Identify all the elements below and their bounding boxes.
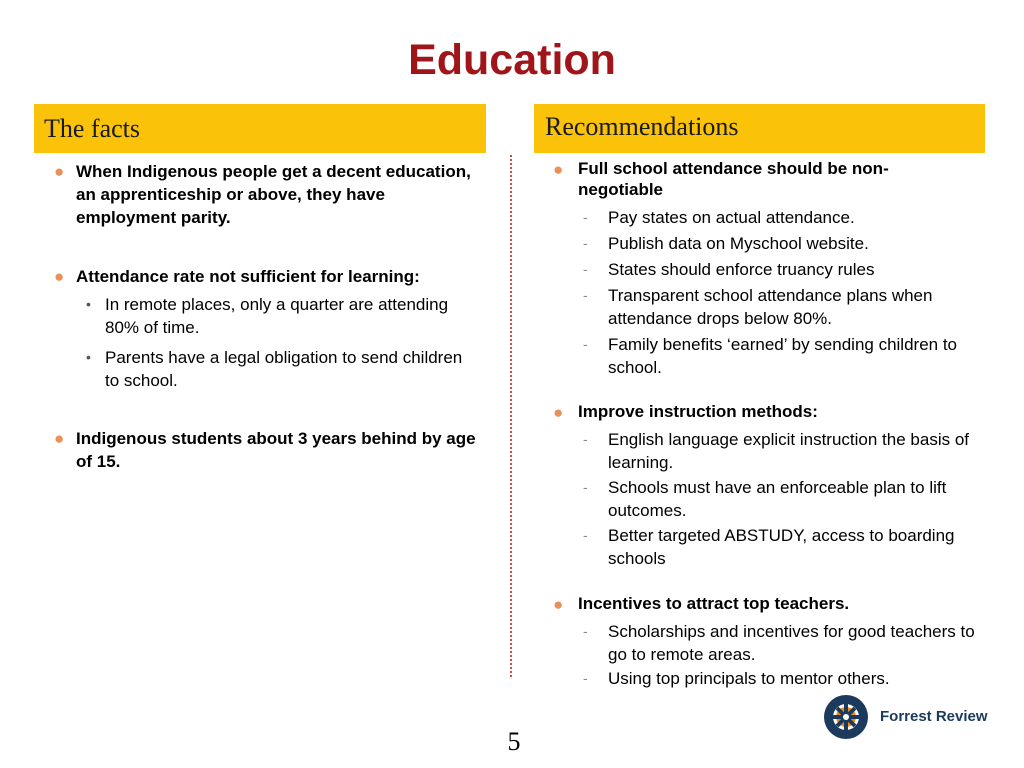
sub-bullet-text: Parents have a legal obligation to send children to school. bbox=[105, 348, 463, 390]
sub-bullet-text: Transparent school attendance plans when attendance drops below 80%. bbox=[608, 286, 933, 328]
dash-icon: - bbox=[583, 623, 588, 639]
sub-bullet-dot-icon: • bbox=[86, 296, 91, 312]
dash-icon: - bbox=[583, 261, 588, 277]
sub-bullet-text: Scholarships and incentives for good teachers to go to remote areas. bbox=[608, 622, 975, 664]
sub-bullet-text: Schools must have an enforceable plan to lift outcomes. bbox=[608, 478, 947, 520]
sub-bullet-text: Publish data on Myschool website. bbox=[608, 234, 869, 253]
dash-icon: - bbox=[583, 431, 588, 447]
forrest-review-logo bbox=[822, 693, 988, 741]
bullet-text: Improve instruction methods: bbox=[578, 402, 818, 421]
facts-header: The facts bbox=[34, 104, 486, 153]
bullet-text: When Indigenous people get a decent education, an apprenticeship or above, they have employment parity. bbox=[76, 162, 471, 227]
wheel-logo-icon bbox=[822, 693, 874, 741]
bullet-dot-icon: ● bbox=[553, 160, 564, 179]
sub-bullet-text: Better targeted ABSTUDY, access to boarding schools bbox=[608, 526, 955, 568]
bullet-dot-icon: ● bbox=[54, 162, 65, 181]
sub-bullet-dot-icon: • bbox=[86, 349, 91, 365]
bullet-text: Full school attendance should be non-negotiable bbox=[578, 159, 889, 199]
dash-icon: - bbox=[583, 336, 588, 352]
sub-bullet-text: Pay states on actual attendance. bbox=[608, 208, 855, 227]
dash-icon: - bbox=[583, 235, 588, 251]
bullet-text: Indigenous students about 3 years behind by age of 15. bbox=[76, 429, 476, 471]
sub-bullet-text: States should enforce truancy rules bbox=[608, 260, 875, 279]
bullet-dot-icon: ● bbox=[54, 429, 65, 448]
bullet-dot-icon: ● bbox=[553, 595, 564, 614]
dash-icon: - bbox=[583, 670, 588, 686]
bullet-dot-icon: ● bbox=[54, 267, 65, 286]
dash-icon: - bbox=[583, 287, 588, 303]
sub-bullet-text: Using top principals to mentor others. bbox=[608, 669, 890, 688]
bullet-dot-icon: ● bbox=[553, 403, 564, 422]
logo-text: Forrest Review bbox=[880, 708, 988, 725]
dash-icon: - bbox=[583, 479, 588, 495]
column-divider bbox=[510, 155, 512, 677]
page-title: Education bbox=[408, 36, 616, 84]
sub-bullet-text: Family benefits ‘earned’ by sending children to school. bbox=[608, 335, 958, 377]
sub-bullet-text: In remote places, only a quarter are attending 80% of time. bbox=[105, 295, 449, 337]
bullet-text: Attendance rate not sufficient for learning: bbox=[76, 267, 420, 286]
recommendations-header: Recommendations bbox=[534, 104, 985, 153]
bullet-text: Incentives to attract top teachers. bbox=[578, 594, 850, 613]
dash-icon: - bbox=[583, 527, 588, 543]
dash-icon: - bbox=[583, 209, 588, 225]
sub-bullet-text: English language explicit instruction the basis of learning. bbox=[608, 430, 969, 472]
page-number: 5 bbox=[507, 727, 521, 756]
